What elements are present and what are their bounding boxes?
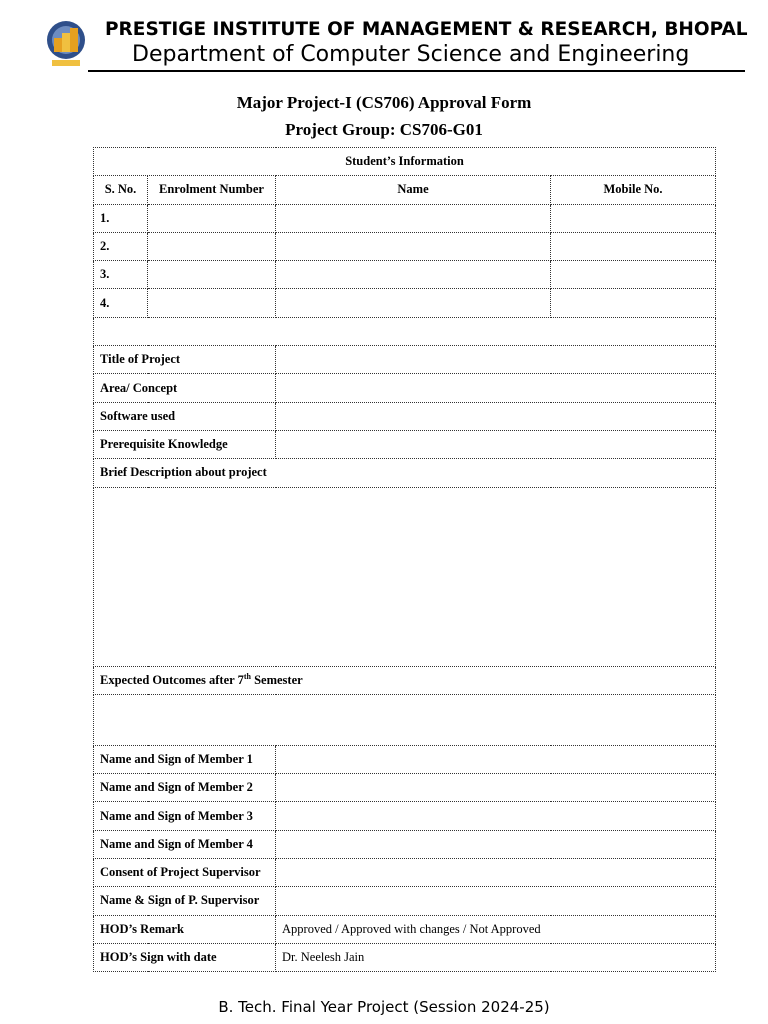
form-title: Major Project-I (CS706) Approval Form <box>236 93 532 112</box>
description-row <box>94 487 716 666</box>
column-header-mobile: Mobile No. <box>551 176 716 204</box>
consent-label: Consent of Project Supervisor <box>94 859 276 887</box>
column-header-sno: S. No. <box>94 176 148 204</box>
member1-row <box>94 745 716 773</box>
enrolment-field[interactable] <box>148 289 276 317</box>
mobile-field[interactable] <box>551 204 716 232</box>
member3-label: Name and Sign of Member 3 <box>94 802 276 830</box>
approval-form-table <box>93 147 716 972</box>
prereq-field[interactable] <box>276 430 716 458</box>
student-sno: 1. <box>94 204 148 232</box>
member4-row <box>94 830 716 858</box>
outcomes-label: Expected Outcomes after 7th Semester <box>94 666 716 694</box>
member3-field[interactable] <box>276 802 716 830</box>
hod-remark-value[interactable]: Approved / Approved with changes / Not Approved <box>276 915 716 943</box>
prereq-row <box>94 430 716 458</box>
spacer-cell <box>94 317 716 345</box>
institute-logo-icon <box>44 20 88 70</box>
outcomes-field[interactable] <box>94 694 716 745</box>
description-field[interactable] <box>94 487 716 666</box>
students-header-row <box>94 176 716 204</box>
project-title-label: Title of Project <box>94 346 276 374</box>
hod-sign-value[interactable]: Dr. Neelesh Jain <box>276 943 716 971</box>
member2-label: Name and Sign of Member 2 <box>94 774 276 802</box>
student-sno: 2. <box>94 232 148 260</box>
students-section-title: Student’s Information <box>94 148 716 176</box>
department-name: Department of Computer Science and Engineering <box>132 42 690 67</box>
consent-field[interactable] <box>276 859 716 887</box>
mobile-field[interactable] <box>551 289 716 317</box>
description-label: Brief Description about project <box>94 459 716 487</box>
description-label-row <box>94 459 716 487</box>
mobile-field[interactable] <box>551 261 716 289</box>
prereq-label: Prerequisite Knowledge <box>94 430 276 458</box>
institute-name: PRESTIGE INSTITUTE OF MANAGEMENT & RESEARCH, BHOPAL <box>105 19 748 40</box>
hod-sign-row <box>94 943 716 971</box>
section-header-row <box>94 148 716 176</box>
project-title-row <box>94 346 716 374</box>
student-sno: 3. <box>94 261 148 289</box>
software-row <box>94 402 716 430</box>
hod-sign-label: HOD’s Sign with date <box>94 943 276 971</box>
member2-row <box>94 774 716 802</box>
page-footer: B. Tech. Final Year Project (Session 2024-25) <box>218 998 550 1016</box>
member4-label: Name and Sign of Member 4 <box>94 830 276 858</box>
consent-row <box>94 859 716 887</box>
student-sno: 4. <box>94 289 148 317</box>
hod-remark-label: HOD’s Remark <box>94 915 276 943</box>
software-label: Software used <box>94 402 276 430</box>
outcomes-row <box>94 694 716 745</box>
student-row <box>94 232 716 260</box>
page-header <box>0 0 768 72</box>
column-header-name: Name <box>276 176 551 204</box>
area-label: Area/ Concept <box>94 374 276 402</box>
student-row <box>94 204 716 232</box>
area-row <box>94 374 716 402</box>
mobile-field[interactable] <box>551 232 716 260</box>
enrolment-field[interactable] <box>148 204 276 232</box>
enrolment-field[interactable] <box>148 261 276 289</box>
spacer-row <box>94 317 716 345</box>
enrolment-field[interactable] <box>148 232 276 260</box>
column-header-enrolment: Enrolment Number <box>148 176 276 204</box>
area-field[interactable] <box>276 374 716 402</box>
header-divider <box>88 70 745 72</box>
name-field[interactable] <box>276 261 551 289</box>
member1-field[interactable] <box>276 745 716 773</box>
supervisor-field[interactable] <box>276 887 716 915</box>
supervisor-row <box>94 887 716 915</box>
member1-label: Name and Sign of Member 1 <box>94 745 276 773</box>
project-group: Project Group: CS706-G01 <box>285 120 483 139</box>
hod-remark-row <box>94 915 716 943</box>
name-field[interactable] <box>276 289 551 317</box>
member4-field[interactable] <box>276 830 716 858</box>
name-field[interactable] <box>276 204 551 232</box>
student-row <box>94 261 716 289</box>
name-field[interactable] <box>276 232 551 260</box>
outcomes-label-row <box>94 666 716 694</box>
software-field[interactable] <box>276 402 716 430</box>
project-title-field[interactable] <box>276 346 716 374</box>
supervisor-label: Name & Sign of P. Supervisor <box>94 887 276 915</box>
member3-row <box>94 802 716 830</box>
member2-field[interactable] <box>276 774 716 802</box>
student-row <box>94 289 716 317</box>
